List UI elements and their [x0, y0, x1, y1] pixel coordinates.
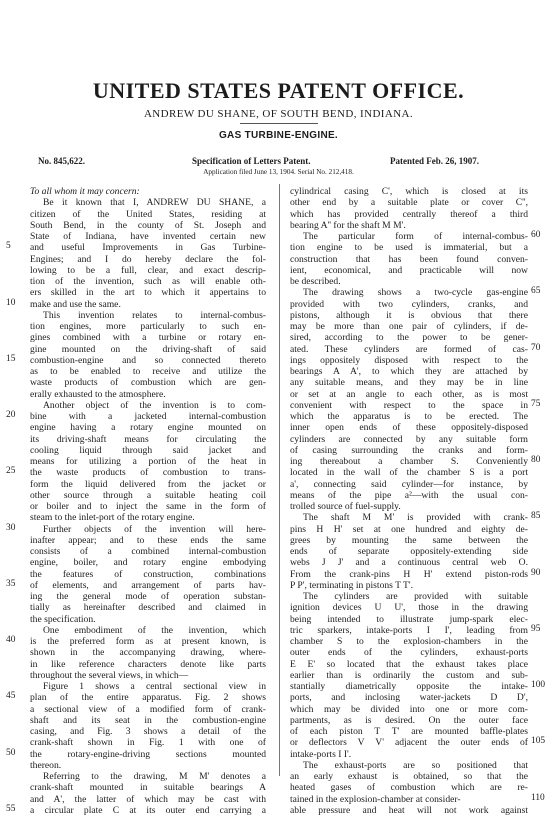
- text-line: a sectional view of a modified form of crank-: [30, 703, 266, 715]
- text-line: engine having a rotary engine mounted on: [30, 422, 266, 434]
- text-line: The drawing shows a two-cycle gas-engine: [303, 287, 528, 299]
- text-line: Figure 1 shows a central sectional view in: [43, 681, 266, 692]
- text-line: bearing A'' for the shaft M M'.: [290, 219, 406, 231]
- specification-title: Specification of Letters Patent.: [192, 156, 311, 166]
- text-line: lowing to be a full, clear, and exact descrip-: [30, 264, 266, 276]
- line-number: 40: [6, 635, 16, 645]
- column-divider: [279, 184, 280, 776]
- text-line: ated. These cylinders are formed of cas-: [290, 343, 528, 355]
- text-line: tion of the invention, such as will enable oth-: [30, 276, 266, 287]
- text-line: or deflectors V V' adjacent the outer ends of: [290, 737, 528, 749]
- text-line: tric sparkers, intake-ports I I', leading from: [290, 624, 528, 636]
- text-line: or boiler and to inject the same in the form of: [30, 501, 266, 512]
- text-line: The particular form of internal-combus-: [303, 231, 528, 242]
- line-number: 105: [531, 736, 546, 747]
- text-line: Be it known that I, ANDREW DU SHANE, a: [43, 197, 266, 209]
- text-line: as to be enabled to receive and utilize the: [30, 366, 266, 377]
- patent-subject: GAS TURBINE-ENGINE.: [218, 130, 339, 141]
- text-line: of each piston T T' are mounted baffle-plates: [290, 726, 528, 737]
- text-line: webs J J' and a continuous central web O.: [290, 557, 528, 569]
- text-line: cooling liquid through said jacket and: [30, 444, 266, 456]
- text-line: trolled source of fuel-supply.: [290, 501, 401, 512]
- text-line: The cylinders are provided with suitable: [303, 591, 528, 602]
- inventor-line: ANDREW DU SHANE, OF SOUTH BEND, INDIANA.: [143, 108, 414, 120]
- text-line: From the crank-pins H H' extend piston-rods: [290, 568, 528, 580]
- text-line: inafter appear; and to these ends the same: [30, 534, 266, 546]
- text-line: its driving-shaft means for circulating the: [30, 433, 266, 445]
- text-line: South Bend, in the county of St. Joseph and: [30, 219, 266, 231]
- text-line: the rotary-engine-driving sections mounted: [30, 748, 266, 760]
- text-line: located in the wall of the chamber S is a port: [290, 467, 528, 479]
- text-line: outer ends of the cylinders, exhaust-ports: [290, 647, 528, 659]
- text-line: of elements, and arrangement of parts hav-: [30, 579, 266, 591]
- text-line: form the liquid delivered from the jacket or: [30, 478, 266, 490]
- line-number: 75: [531, 398, 541, 409]
- text-line: ers skilled in the art to which it appertains to: [30, 287, 266, 299]
- line-number: 80: [531, 455, 541, 465]
- text-line: Another object of the invention is to com-: [43, 399, 266, 411]
- text-line: sired, according to the power to be gener-: [290, 332, 528, 344]
- text-line: ings oppositely disposed with respect to the: [290, 354, 528, 366]
- text-line: grees by mounting the same between the: [290, 534, 528, 546]
- office-title: UNITED STATES PATENT OFFICE.: [92, 78, 465, 103]
- line-number: 35: [6, 578, 16, 589]
- text-line: means of the pipe a²—with the usual con-: [290, 489, 528, 501]
- text-line: any suitable means, and they may be in line: [290, 377, 528, 389]
- text-line: The shaft M M' is provided with crank-: [303, 512, 528, 524]
- text-line: of casing surrounding the cranks and form-: [290, 444, 528, 456]
- text-line: tion engines, more particularly to such en-: [30, 321, 266, 332]
- text-line: This invention relates to internal-combus-: [43, 309, 266, 321]
- text-line: chamber S to the explosion-chambers in the: [290, 636, 528, 647]
- patented-date: Patented Feb. 26, 1907.: [390, 156, 479, 166]
- text-line: tained in the explosion-chamber at consider-: [290, 793, 461, 805]
- line-number: 30: [6, 522, 16, 533]
- text-line: being intended to illustrate jump-spark elec-: [290, 613, 528, 625]
- text-line: engine, boiler, and rotary engine embodying: [30, 557, 266, 569]
- text-line: thereon.: [30, 759, 62, 771]
- text-line: Engines; and I do hereby declare the fol-: [30, 253, 266, 265]
- line-number: 95: [531, 623, 541, 634]
- text-line: casing, and Fig. 3 shows a detail of the: [30, 726, 266, 737]
- line-number: 25: [6, 466, 16, 477]
- text-line: combustion-engine and so connected thereto: [30, 354, 266, 366]
- text-line: E E' so located that the exhaust takes place: [290, 658, 528, 670]
- text-line: gines combined with a turbine or rotary en-: [30, 332, 266, 344]
- text-line: gine mounted on the driving-shaft of said: [30, 343, 266, 355]
- text-line: the waste products of combustion to trans-: [30, 467, 266, 479]
- text-line: the specification.: [30, 613, 96, 625]
- line-number: 50: [6, 747, 16, 758]
- text-line: convenient with respect to the space in: [290, 399, 528, 411]
- text-line: able pressure and heat will not work against: [290, 804, 528, 816]
- application-line: Application filed June 13, 1904. Serial No. 212,418.: [203, 168, 354, 176]
- text-line: To all whom it may concern:: [30, 186, 140, 197]
- line-number: 15: [6, 353, 16, 364]
- text-line: construction that has been found conven-: [290, 253, 528, 265]
- line-number: 10: [6, 297, 16, 308]
- text-line: ends of separate oppositely-extending side: [290, 546, 528, 557]
- text-line: in like reference characters denote like parts: [30, 658, 266, 670]
- line-number: 110: [531, 792, 545, 803]
- text-line: One embodiment of the invention, which: [43, 624, 266, 636]
- text-line: intake-ports I I'.: [290, 748, 352, 760]
- text-line: State of Indiana, have invented certain new: [30, 231, 266, 242]
- text-line: the features of construction, combinations: [30, 568, 266, 580]
- text-line: ports, and inclosing water-jackets D D',: [290, 692, 528, 704]
- text-line: other source through a suitable heating coil: [30, 489, 266, 501]
- text-line: tially as hereinafter described and claimed in: [30, 602, 266, 614]
- line-number: 65: [531, 286, 541, 297]
- line-number: 45: [6, 691, 16, 702]
- text-line: cylinders are connected by any suitable form: [290, 433, 528, 445]
- text-line: or set at an angle to each other, as is most: [290, 388, 528, 400]
- line-number: 90: [531, 567, 541, 578]
- text-line: consists of a combined internal-combustion: [30, 546, 266, 557]
- header-rule: [240, 123, 318, 124]
- text-line: The exhaust-ports are so positioned that: [303, 759, 528, 771]
- text-line: which may be divided into one or more com-: [290, 703, 528, 715]
- right-column: [290, 186, 528, 816]
- text-line: be described.: [290, 276, 341, 287]
- text-line: ing thereabout a chamber S. Conveniently: [290, 456, 528, 467]
- text-line: which the apparatus is to be erected. The: [290, 411, 528, 422]
- text-line: P P', terminating in pistons T T'.: [290, 579, 414, 591]
- text-line: is the preferred form as at present known, is: [30, 636, 266, 647]
- text-line: inner open ends of these oppositely-disposed: [290, 422, 528, 434]
- text-line: and useful Improvements in Gas Turbine-: [30, 242, 266, 254]
- line-number: 60: [531, 230, 541, 240]
- text-line: citizen of the United States, residing at: [30, 208, 266, 220]
- line-number: 55: [6, 803, 16, 814]
- text-line: plan of the entire apparatus. Fig. 2 shows: [30, 692, 266, 704]
- text-line: pins H H' set at one hundred and eighty de-: [290, 523, 528, 535]
- text-line: earlier than is ordinarily the custom and sub-: [290, 669, 528, 681]
- text-line: ignition devices U U', those in the drawing: [290, 602, 528, 614]
- text-line: partments, as is desired. On the outer face: [290, 714, 528, 726]
- text-line: provided with two cylinders, cranks, and: [290, 298, 528, 310]
- text-line: erally exhausted to the atmosphere.: [30, 388, 166, 400]
- text-line: ing the general mode of operation substan-: [30, 591, 266, 602]
- line-number: 20: [6, 410, 16, 420]
- text-line: a', connecting said cylinder—for instance, by: [290, 478, 528, 490]
- left-column: [30, 186, 266, 816]
- text-line: Further objects of the invention will here-: [43, 523, 266, 535]
- text-line: make and use the same.: [30, 298, 121, 310]
- text-line: Referring to the drawing, M M' denotes a: [43, 771, 266, 782]
- text-line: pistons, although it is obvious that there: [290, 309, 528, 321]
- text-line: tion engine to be used is immaterial, but a: [290, 242, 528, 254]
- text-line: crank-shaft shown in Fig. 1 with one of: [30, 737, 266, 749]
- text-line: ient, economical, and practicable will now: [290, 264, 528, 276]
- text-line: an early exhaust is obtained, so that the: [290, 771, 528, 782]
- text-line: cylindrical casing C', which is closed at its: [290, 186, 528, 197]
- text-line: may be more than one pair of cylinders, if de-: [290, 321, 528, 332]
- text-line: steam to the inlet-port of the rotary engine.: [30, 512, 195, 524]
- text-line: other end by a suitable plate or cover C'',: [290, 197, 528, 209]
- text-line: throughout the several views, in which—: [30, 669, 189, 681]
- line-number: 5: [6, 241, 11, 252]
- text-line: crank-shaft mounted in suitable bearings A: [30, 782, 266, 794]
- line-number: 85: [531, 511, 541, 522]
- line-number: 70: [531, 342, 541, 353]
- patent-number: No. 845,622.: [38, 156, 85, 166]
- text-line: stantially diametrically opposite the intake-: [290, 681, 528, 692]
- text-line: heated gases of combustion which are re-: [290, 782, 528, 794]
- text-line: bine with a jacketed internal-combustion: [30, 411, 266, 422]
- text-line: which has provided centrally thereof a third: [290, 208, 528, 220]
- text-line: waste products of combustion which are gen-: [30, 377, 266, 389]
- text-line: shaft and its seat in the combustion-engine: [30, 714, 266, 726]
- text-line: and A', the latter of which may be cast with: [30, 793, 266, 805]
- text-line: means for utilizing a portion of the heat in: [30, 456, 266, 467]
- text-line: shown in the accompanying drawing, where-: [30, 647, 266, 659]
- text-line: bearings A A', to which they are attached by: [290, 366, 528, 377]
- text-line: a circular plate C at its outer end carrying a: [30, 804, 266, 816]
- line-number: 100: [531, 680, 546, 690]
